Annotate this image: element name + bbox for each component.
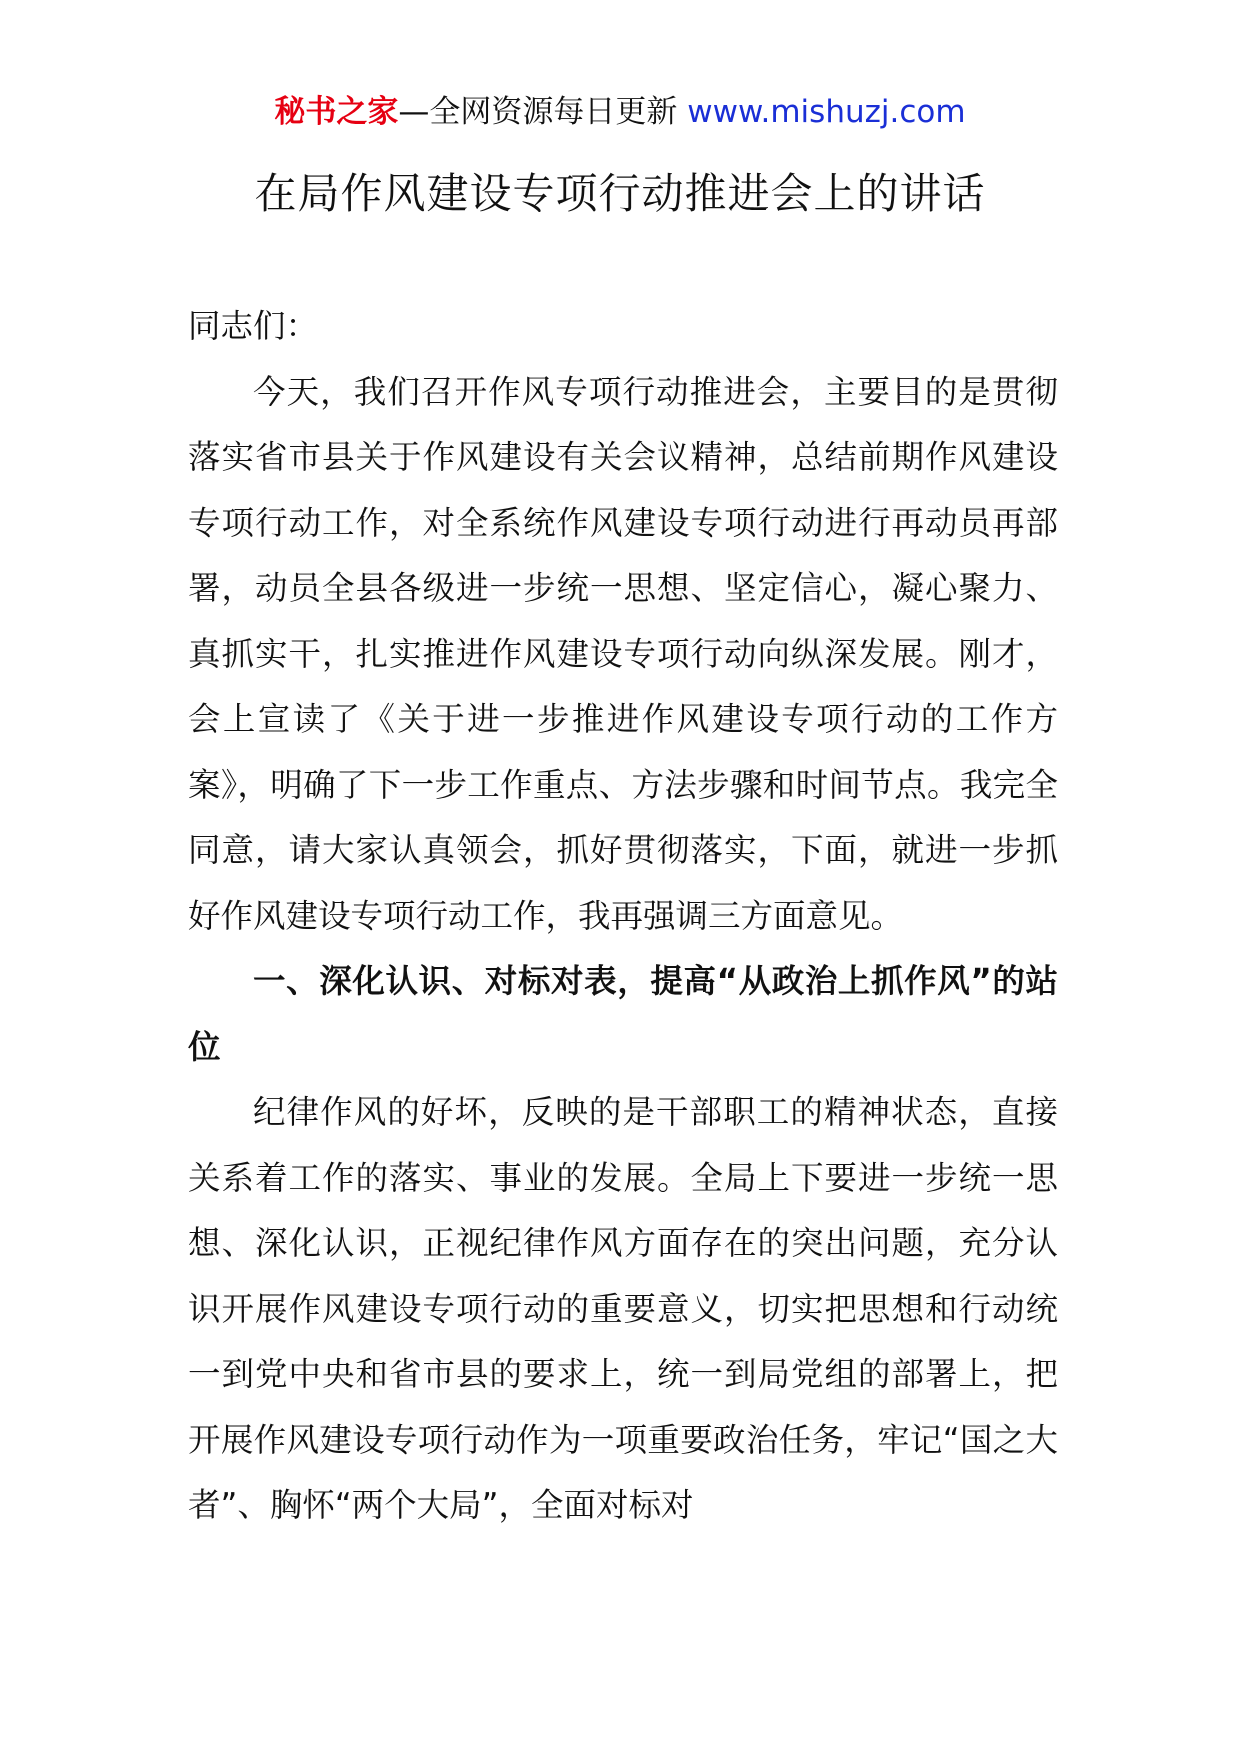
document-title: 在局作风建设专项行动推进会上的讲话 <box>254 169 986 218</box>
document-body <box>188 294 1058 1539</box>
section-heading: 一、深化认识、对标对表，提高“从政治上抓作风”的站位 <box>188 962 1058 1066</box>
header-tagline: —全网资源每日更新 <box>398 94 688 130</box>
site-url-link[interactable]: www.mishuzj.com <box>687 94 966 130</box>
salutation: 同志们： <box>188 307 319 345</box>
site-header-banner <box>0 92 1240 132</box>
brand-name: 秘书之家 <box>274 94 399 130</box>
body-paragraph: 今天，我们召开作风专项行动推进会，主要目的是贯彻落实省市县关于作风建设有关会议精神，总结前期作风建设专项行动工作，对全系统作风建设专项行动进行再动员再部署，动员全县各级进一步统一思想、坚定信心，凝心聚力、真抓实干，扎实推进作风建设专项行动向纵深发展。刚才，会上宣读了《关于进一步推进作风建设专项行动的工作方案》，明确了下一步工作重点、方法步骤和时间节点。我完全同意，请大家认真领会，抓好贯彻落实，下面，就进一步抓好作风建设专项行动工作，我再强调三方面意见。 <box>188 372 1058 935</box>
body-paragraph: 纪律作风的好坏，反映的是干部职工的精神状态，直接关系着工作的落实、事业的发展。全局上下要进一步统一思想、深化认识，正视纪律作风方面存在的突出问题，充分认识开展作风建设专项行动的重要意义，切实把思想和行动统一到党中央和省市县的要求上，统一到局党组的部署上，把开展作风建设专项行动作为一项重要政治任务，牢记“国之大者”、胸怀“两个大局”，全面对标对 <box>188 1093 1058 1524</box>
